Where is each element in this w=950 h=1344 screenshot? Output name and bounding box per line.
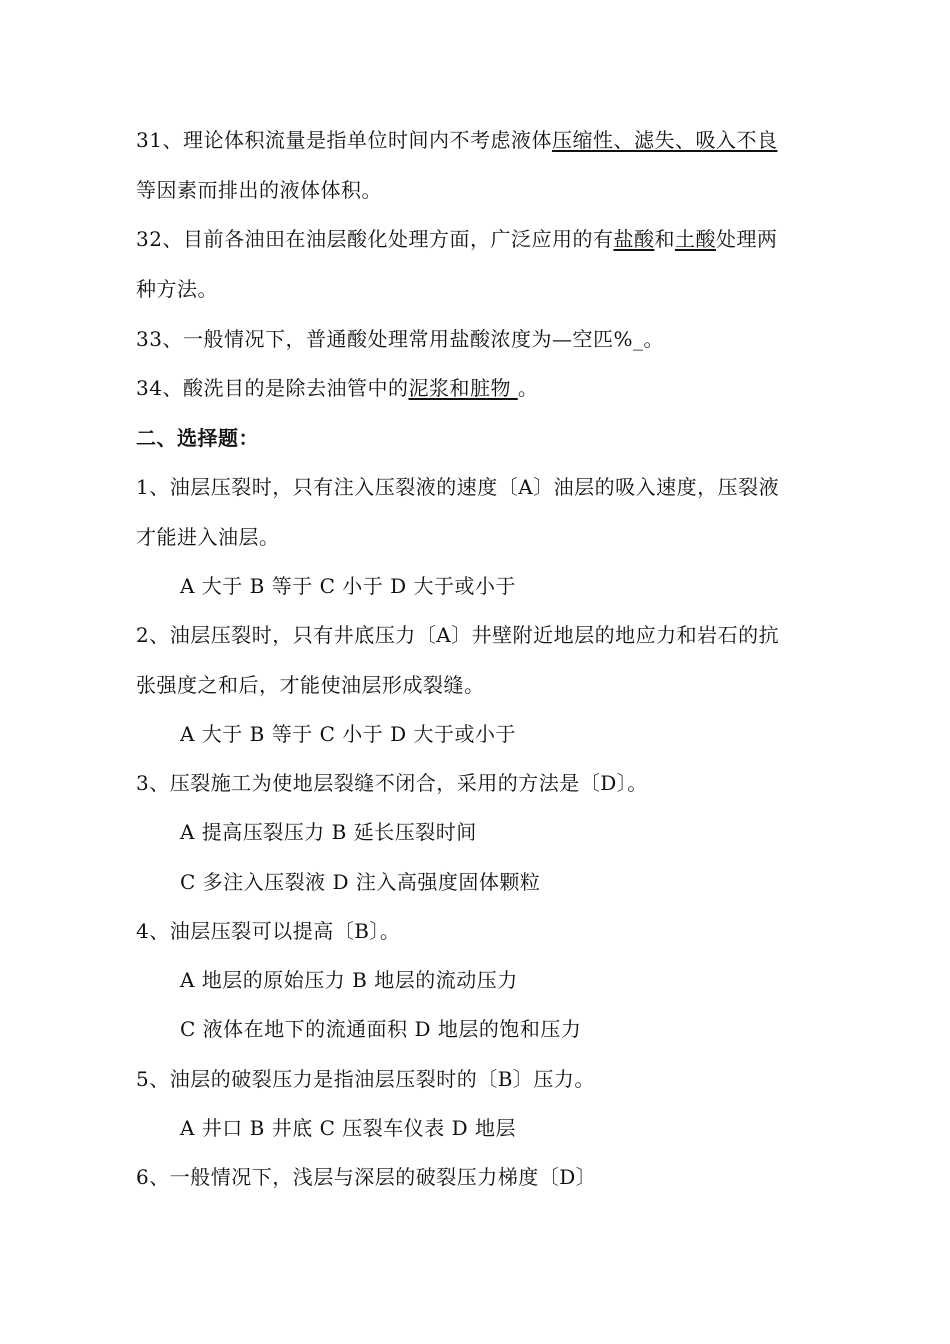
c3-line: 3、压裂施工为使地层裂缝不闭合，采用的方法是〔D〕。 bbox=[136, 771, 648, 795]
c4-options-1: A 地层的原始压力 B 地层的流动压力 bbox=[180, 968, 518, 992]
q32-text-end: 处理两 bbox=[715, 227, 778, 251]
c4-options-2: C 液体在地下的流通面积 D 地层的饱和压力 bbox=[180, 1017, 582, 1041]
q33-line: 33、一般情况下，普通酸处理常用盐酸浓度为—空匹%_。 bbox=[136, 327, 664, 351]
c6-line: 6、一般情况下，浅层与深层的破裂压力梯度〔D〕 bbox=[136, 1165, 597, 1189]
q31-line-1 bbox=[136, 127, 777, 153]
c2-line-1: 2、油层压裂时，只有井底压力〔A〕井壁附近地层的地应力和岩石的抗 bbox=[136, 623, 780, 647]
q31-text: 31、理论体积流量是指单位时间内不考虑液体 bbox=[136, 128, 552, 152]
q32-answer-2: 土酸 bbox=[674, 227, 716, 251]
q32-text: 32、目前各油田在油层酸化处理方面，广泛应用的有 bbox=[136, 227, 614, 251]
q32-line-2: 种方法。 bbox=[136, 277, 218, 301]
q34-answer: 泥浆和脏物 bbox=[408, 376, 518, 400]
q32-answer-1: 盐酸 bbox=[613, 227, 655, 251]
c5-line: 5、油层的破裂压力是指油层压裂时的〔B〕压力。 bbox=[136, 1067, 595, 1091]
q32-connector: 和 bbox=[654, 227, 675, 251]
c1-line-1: 1、油层压裂时，只有注入压裂液的速度〔A〕油层的吸入速度，压裂液 bbox=[136, 475, 780, 499]
c2-line-2: 张强度之和后，才能使油层形成裂缝。 bbox=[136, 673, 485, 697]
c3-options-2: C 多注入压裂液 D 注入高强度固体颗粒 bbox=[180, 870, 541, 894]
section-heading: 二、选择题： bbox=[136, 426, 259, 450]
q31-line-2: 等因素而排出的液体体积。 bbox=[136, 178, 382, 202]
q31-answer: 压缩性、滤失、吸入不良 bbox=[551, 128, 778, 152]
q32-line-1 bbox=[136, 226, 777, 252]
q34-text: 34、酸洗目的是除去油管中的 bbox=[136, 376, 409, 400]
c1-line-2: 才能进入油层。 bbox=[136, 525, 280, 549]
c5-options: A 井口 B 井底 C 压裂车仪表 D 地层 bbox=[180, 1116, 516, 1140]
c4-line: 4、油层压裂可以提高〔B〕。 bbox=[136, 919, 401, 943]
q34-end: 。 bbox=[517, 376, 539, 400]
c3-options-1: A 提高压裂压力 B 延长压裂时间 bbox=[180, 820, 477, 844]
c2-options: A 大于 B 等于 C 小于 D 大于或小于 bbox=[180, 722, 516, 746]
c1-options: A 大于 B 等于 C 小于 D 大于或小于 bbox=[180, 574, 516, 598]
q34-line bbox=[136, 375, 538, 401]
